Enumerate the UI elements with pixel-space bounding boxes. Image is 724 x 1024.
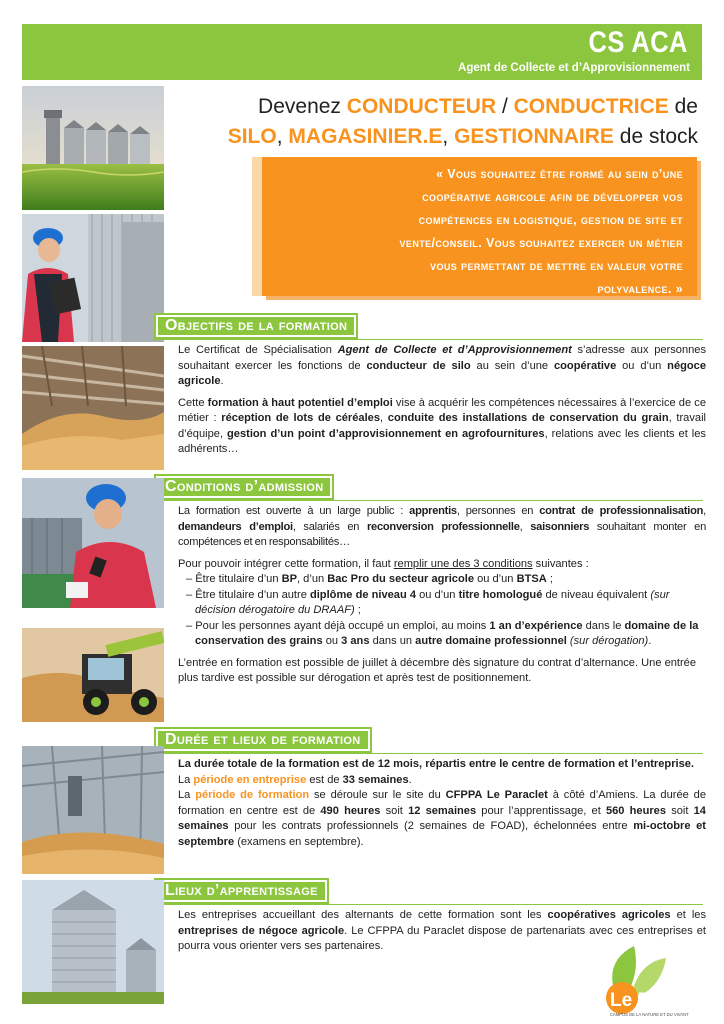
text-run: remplir une des 3 conditions [393,557,533,570]
objectifs-body [178,343,706,464]
text-run: 14 semaines [178,804,706,832]
objectifs-paragraph [178,396,706,458]
text-run: CFPPA Le Paraclet [445,789,548,801]
section-title-conditions: Conditions d’admission [154,474,334,500]
text-run: coopératives agricoles [547,909,671,921]
text-run: BP [281,573,298,585]
text-run: autre domaine professionnel [415,635,567,647]
logo-text: Le Paraclet [610,990,710,1011]
headline-separator: , [276,125,289,148]
text-run: est de [306,773,343,786]
text-run: suivantes : [532,557,589,570]
text-run: ; [546,573,553,585]
quote-line: vous permettant de mettre en valeur votre [430,259,683,273]
text-run: 560 heures [605,804,667,817]
text-run: ou d’un [616,359,668,372]
photo-silo-interior [22,746,164,874]
conditions-bullet [178,619,706,650]
text-run: diplôme de niveau 4 [309,588,416,601]
section-divider [154,753,703,754]
conditions-bullet [178,572,706,588]
text-run: – Être titulaire d’un [186,573,282,585]
text-run: pour l’apprentissage, et [476,804,606,817]
text-run: période de formation [195,789,310,801]
text-run: 3 ans [341,635,370,647]
text-run: saisonniers [530,520,590,533]
paraclet-logo [600,940,710,1020]
text-run: pour les contrats professionnels (2 semaines de FOAD), échelonnées entre [228,820,634,832]
text-run: La formation est ouverte à un large public : [178,505,410,517]
text-run: coopérative [553,359,617,372]
quote-line: vente/conseil. Vous souhaitez exercer un métier [399,236,683,250]
duree-paragraph [178,773,706,789]
text-run: réception de lots de céréales [221,412,380,424]
text-run: , personnes en [456,505,540,517]
headline-highlight: CONDUCTEUR [346,95,497,118]
text-run: mi-octobre et septembre [178,820,706,848]
text-run: – Pour les personnes ayant déjà occupé un emploi, au moins [186,619,490,632]
text-run: BTSA [516,573,547,585]
text-run: La [178,773,194,786]
text-run: au sein d’une [470,359,554,372]
text-run: conducteur de silo [366,359,471,372]
text-run: Pour pouvoir intégrer cette formation, il faut [178,557,394,570]
text-run: Cette [178,396,208,409]
section-title-lieux: Lieux d’apprentissage [154,878,329,904]
quote-line: compétences en logistique, gestion de site et [418,213,683,227]
quote-text [263,163,683,301]
text-run: 1 an d’expérience [489,619,583,632]
headline-separator: , [442,125,455,148]
text-run: . Le CFPPA du Paraclet dispose de partenariats avec ces entreprises et pourra vous orienter vers ses partenaires. [178,924,707,952]
headline-word: Devenez [258,95,341,118]
text-run: formation à haut potentiel d’emploi [207,396,393,409]
text-run: Bac Pro du secteur agricole [327,573,474,585]
text-run: ou d’un [416,588,459,601]
text-run: (sur décision dérogatoire du DRAAF) [195,588,670,616]
text-run: , [380,412,388,424]
text-run: reconversion professionnelle [366,520,520,533]
conditions-body [178,504,706,693]
text-run: La [178,789,196,801]
logo-tagline: CAMPUS DE LA NATURE ET DU VIVANT [610,1012,689,1017]
duree-body [178,757,706,856]
duree-paragraph [178,788,706,850]
text-run: , salariés en [292,520,367,533]
photo-loader-grain [22,628,164,722]
text-run: Le Certificat de Spécialisation [178,344,338,356]
text-run: ou [322,635,342,647]
text-run: Agent de Collecte et d’Approvisionnement [337,344,572,356]
section-divider [154,339,703,340]
text-run: ; [354,604,361,616]
duree-paragraph: La durée totale de la formation est de 12 mois, répartis entre le centre de formation et l’entreprise. [178,758,695,770]
text-run: entreprises de négoce agricole [178,924,345,937]
photo-grain-warehouse [22,346,164,470]
text-run: . [648,635,652,647]
quote-box [262,157,697,296]
text-run: soit [666,804,694,817]
text-run: . [220,375,224,387]
text-run: , d’un [297,573,328,585]
quote-line: coopérative agricole afin de développer vos [422,190,683,204]
text-run: , travail d’équipe, [178,412,707,440]
text-run: titre homologué [458,588,543,601]
text-run: 490 heures [320,804,381,817]
text-run: vise à acquérir les compétences nécessaires à l’exercice de ce métier : [178,396,706,424]
photo-worker-phone [22,478,164,608]
text-run: à côté d’Amiens. La durée de formation en centre est de [178,789,706,817]
text-run: ou d’un [474,573,517,585]
text-run: domaine de la conservation des grains [195,619,699,647]
text-run: Les entreprises accueillant des alternants de cette formation sont les [178,909,548,921]
objectifs-paragraph [178,343,706,390]
headline-highlight: GESTIONNAIRE [454,125,614,148]
text-run: de niveau équivalent [542,588,651,601]
section-title-objectifs: Objectifs de la formation [154,313,358,339]
quote-line: « Vous souhaitez être formé au sein d’une [436,167,683,181]
text-run: dans le [582,619,625,632]
conditions-paragraph [178,557,706,573]
photo-silo-tower [22,880,164,1004]
text-run: 12 semaines [408,804,477,817]
text-run: , [519,520,531,533]
text-run: 33 semaines [342,773,409,786]
text-run: (sur dérogation) [569,635,649,647]
header-banner [22,24,702,80]
text-run: (examens en septembre). [234,835,364,848]
text-run: , relations avec les clients et les adhérents… [178,427,706,455]
text-run: , [703,505,706,517]
text-run: et les [670,909,706,921]
text-run: apprentis [409,505,457,517]
headline [175,92,698,152]
quote-line: polyvalence. » [597,282,683,296]
headline-word: de stock [613,125,698,148]
text-run: gestion d’un point d’approvisionnement en agrofournitures [227,427,545,440]
headline-word: de [668,95,698,118]
photo-silos-field [22,86,164,210]
photo-worker-clipboard [22,214,164,342]
headline-highlight: MAGASINIER.E [288,125,443,148]
text-run: dans un [369,635,416,647]
headline-highlight: CONDUCTRICE [513,95,669,118]
conditions-bullet [178,588,706,619]
headline-separator: / [496,95,514,118]
text-run: s’adresse aux personnes souhaitant exercer les fonctions de [178,344,707,372]
text-run: soit [380,804,409,817]
text-run: contrat de professionnalisation [539,505,704,517]
text-run: négoce agricole [178,359,707,387]
headline-highlight: SILO [227,125,277,148]
header-title: CS ACA [588,26,688,59]
conditions-paragraph [178,504,706,551]
text-run: – Être titulaire d’un autre [186,588,310,601]
text-run: demandeurs d’emploi [178,520,293,533]
conditions-paragraph: L’entrée en formation est possible de juillet à décembre dès signature du contrat d’alternance. Une entrée plus tardive est possible sur dérogation et après test de positionnement. [178,656,697,684]
section-divider [154,904,703,905]
header-subtitle: Agent de Collecte et d’Approvisionnement [458,62,690,74]
section-title-duree: Durée et lieux de formation [154,727,372,753]
text-run: période en entreprise [193,773,307,786]
section-divider [154,500,703,501]
text-run: souhaitant monter en compétences et en responsabilités… [178,520,706,548]
text-run: . [408,773,412,786]
text-run: se déroule sur le site du [309,789,446,801]
text-run: conduite des installations de conservation du grain [387,412,669,424]
